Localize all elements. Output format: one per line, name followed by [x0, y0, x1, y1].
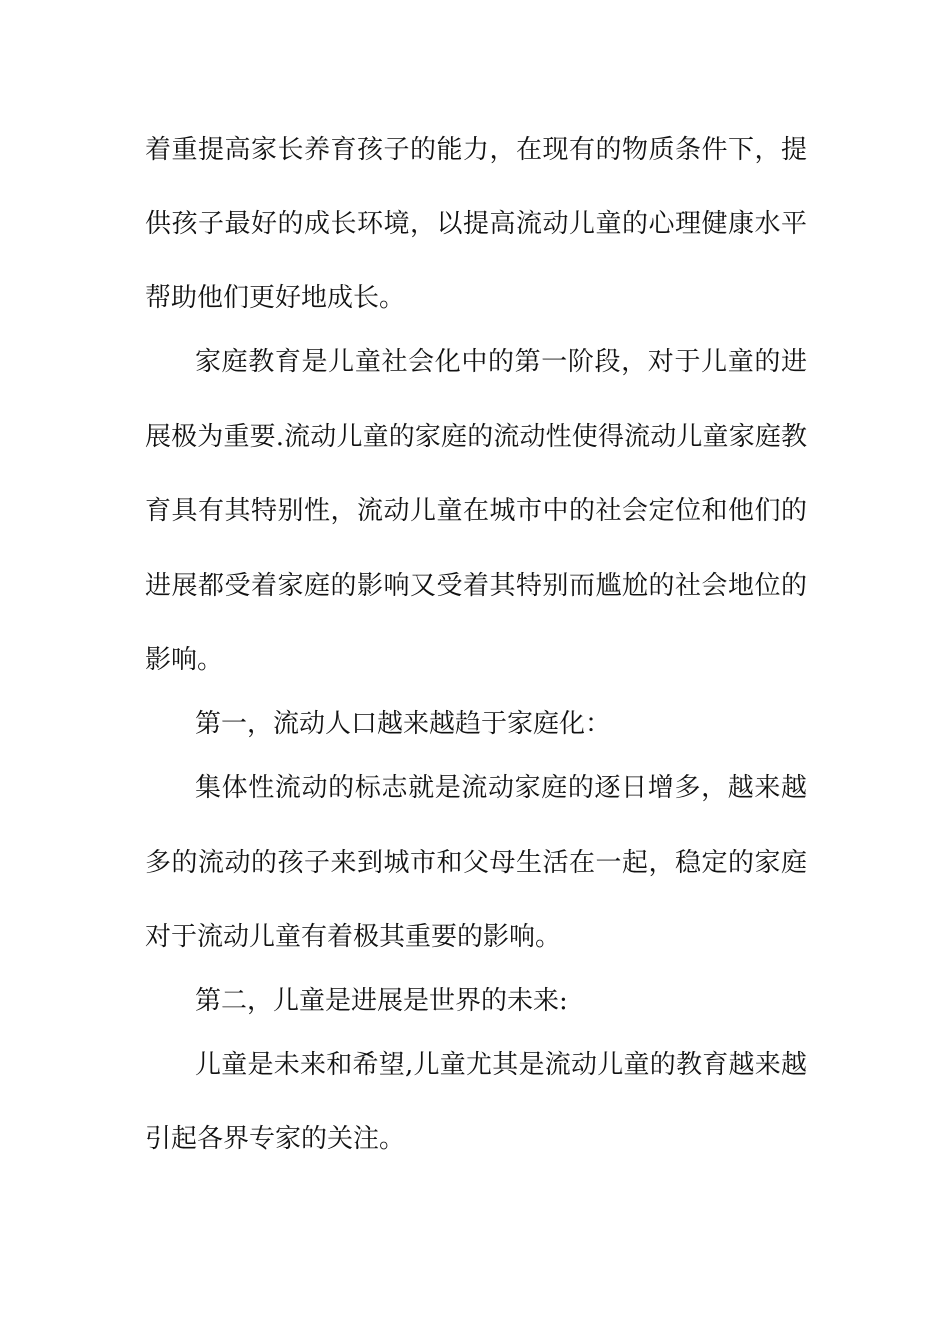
paragraph-line: 引起各界专家的关注。	[145, 1124, 406, 1154]
section-heading: 第二，儿童是进展是世界的未来:	[195, 986, 568, 1016]
paragraph-line: 多的流动的孩子来到城市和父母生活在一起，稳定的家庭	[145, 848, 807, 878]
paragraph-line: 集体性流动的标志就是流动家庭的逐日增多，越来越	[195, 773, 807, 803]
paragraph-line: 着重提高家长养育孩子的能力，在现有的物质条件下，提	[145, 135, 807, 165]
paragraph-line: 影响。	[145, 645, 224, 675]
paragraph-line: 儿童是未来和希望,儿童尤其是流动儿童的教育越来越	[195, 1050, 807, 1080]
paragraph-line: 进展都受着家庭的影响又受着其特别而尴尬的社会地位的	[145, 571, 807, 601]
section-heading: 第一，流动人口越来越趋于家庭化：	[195, 709, 612, 739]
paragraph-line: 家庭教育是儿童社会化中的第一阶段，对于儿童的进	[195, 347, 807, 377]
paragraph-line: 育具有其特别性，流动儿童在城市中的社会定位和他们的	[145, 496, 807, 526]
paragraph-line: 帮助他们更好地成长。	[145, 283, 406, 313]
paragraph-line: 展极为重要.流动儿童的家庭的流动性使得流动儿童家庭教	[145, 422, 807, 452]
paragraph-line: 对于流动儿童有着极其重要的影响。	[145, 922, 562, 952]
paragraph-line: 供孩子最好的成长环境，以提高流动儿童的心理健康水平	[145, 209, 807, 239]
